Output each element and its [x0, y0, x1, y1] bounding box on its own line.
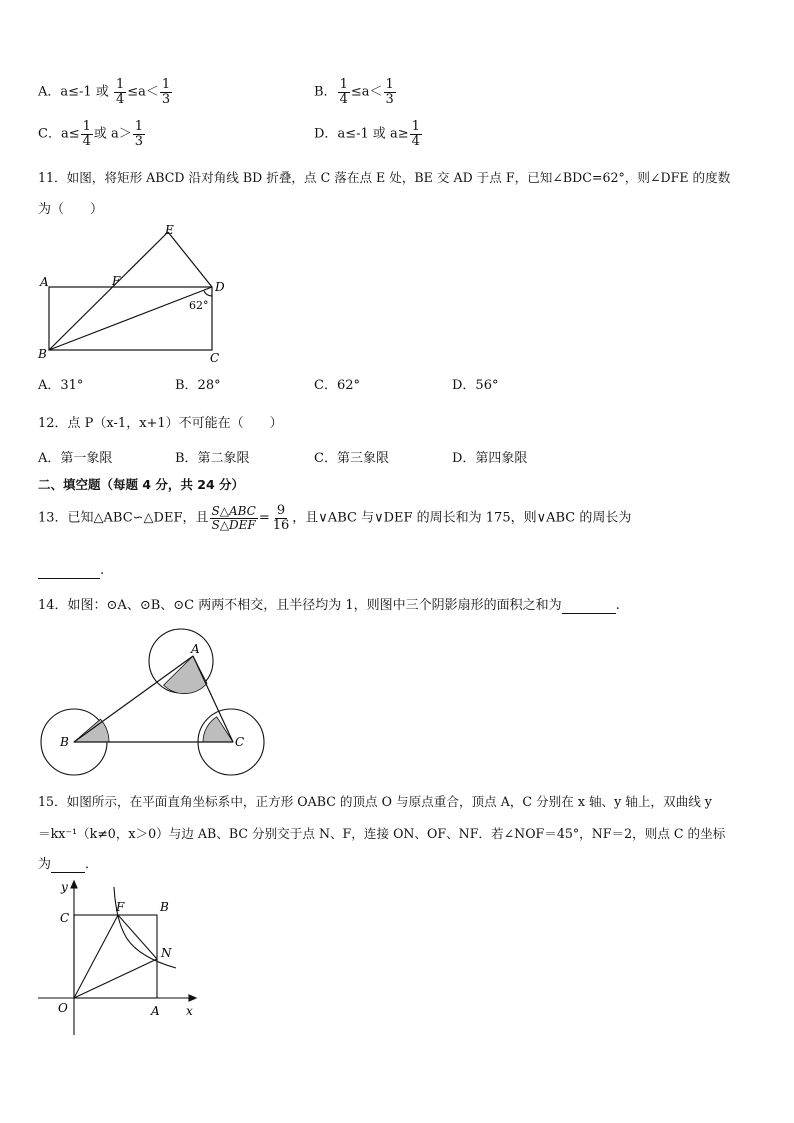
fraction: $\frac{1}{3}$: [385, 77, 394, 107]
segment-be: [49, 232, 168, 350]
label-b: B: [38, 347, 47, 361]
label-angle: 62°: [189, 299, 209, 312]
label-e: E: [165, 223, 174, 237]
answer-blank[interactable]: [51, 857, 85, 873]
x-axis-arrow: [189, 995, 196, 1001]
q11-option-c: C．62°: [314, 378, 360, 393]
q11-option-a: A．31°: [38, 378, 84, 393]
q12-option-c: C．第三象限: [314, 451, 389, 466]
q11-stem-line2: 为（ ）: [38, 202, 104, 217]
q10-option-a: A．a≤-1 或 $\frac{1}{4}$ ≤a＜ $\frac{1}{3}$: [38, 77, 171, 107]
q10-option-b: B． $\frac{1}{4}$ ≤a＜ $\frac{1}{3}$: [314, 77, 394, 107]
label-a: A: [151, 1004, 160, 1018]
diagonal-bd: [49, 287, 212, 350]
label-a: A: [191, 642, 200, 656]
q10-option-d: D．a≤-1 或 a≥ $\frac{1}{4}$: [314, 119, 420, 149]
label-y: y: [61, 880, 68, 894]
ratio-fraction: $\frac{9}{16}$: [272, 503, 290, 533]
q13-answer-line: .: [38, 563, 104, 579]
fraction: $\frac{1}{3}$: [134, 119, 144, 149]
segment-ab: [74, 656, 193, 742]
q12-option-d: D．第四象限: [452, 451, 528, 466]
q12-option-b: B．第二象限: [175, 451, 250, 466]
area-ratio-fraction: $\frac{\text{S△ABC}}{\text{S△DEF}}$: [211, 504, 256, 532]
label-d: D: [215, 280, 225, 294]
segment-on: [74, 959, 157, 998]
q14-stem: 14．如图：⊙A、⊙B、⊙C 两两不相交，且半径均为 1，则图中三个阴影扇形的面积之和为 .: [38, 598, 620, 613]
shaded-sector-c: [203, 717, 233, 742]
q11-option-b: B．28°: [175, 378, 221, 393]
label-a: A: [40, 275, 49, 289]
fraction: $\frac{1}{4}$: [82, 119, 91, 149]
q15-stem-line3: 为 ．: [38, 857, 99, 872]
label-n: N: [161, 946, 172, 960]
label-o: O: [58, 1001, 68, 1015]
section-title: 二、填空题（每题 4 分，共 24 分）: [38, 477, 245, 492]
q10-option-c: C．a≤ $\frac{1}{4}$ 或 a＞ $\frac{1}{3}$: [38, 119, 144, 149]
fraction: $\frac{1}{4}$: [115, 77, 125, 107]
label-b: B: [60, 735, 69, 749]
label-b: B: [160, 900, 169, 914]
q15-stem-line2: ＝kx⁻¹（k≠0，x＞0）与边 AB、BC 分别交于点 N、F，连接 ON、OF、NF．若∠NOF＝45°，NF＝2，则点 C 的坐标: [38, 826, 726, 841]
fraction: $\frac{1}{4}$: [339, 77, 348, 107]
label-x: x: [186, 1004, 193, 1018]
q14-figure: [38, 620, 270, 778]
label-f: F: [116, 900, 125, 914]
q11-option-d: D．56°: [452, 378, 499, 393]
label-c: C: [210, 351, 220, 365]
square-oabc: [74, 915, 157, 998]
q11-stem-line1: 11．如图，将矩形 ABCD 沿对角线 BD 折叠，点 C 落在点 E 处，BE 交 AD 于点 F，已知∠BDC=62°，则∠DFE 的度数: [38, 170, 731, 185]
label-c: C: [235, 735, 245, 749]
segment-nf: [118, 915, 157, 959]
segment-ed: [168, 232, 212, 287]
q15-figure: [36, 875, 206, 1040]
fraction: $\frac{1}{3}$: [161, 77, 171, 107]
angle-arc: [204, 291, 212, 296]
q12-option-a: A．第一象限: [38, 451, 113, 466]
y-axis-arrow: [71, 881, 77, 888]
q13-stem: 13．已知△ABC∽△DEF，且 $\frac{\text{S△ABC}}{\text{S△DEF}}$ = $\frac{9}{16}$ ，且∨ABC 与∨DEF 的周长和为 175，则∨ABC 的周长为: [38, 503, 632, 533]
label-c: C: [60, 911, 70, 925]
q15-stem-line1: 15．如图所示，在平面直角坐标系中，正方形 OABC 的顶点 O 与原点重合，顶点 A，C 分别在 x 轴、y 轴上，双曲线 y: [38, 794, 712, 809]
answer-blank[interactable]: [562, 598, 616, 614]
q12-stem: 12．点 P（x-1，x+1）不可能在（ ）: [38, 416, 283, 431]
q11-figure: [36, 220, 236, 368]
label-f: F: [112, 274, 121, 288]
answer-blank[interactable]: [38, 563, 100, 579]
fraction: $\frac{1}{4}$: [411, 119, 420, 149]
segment-of: [74, 915, 118, 998]
